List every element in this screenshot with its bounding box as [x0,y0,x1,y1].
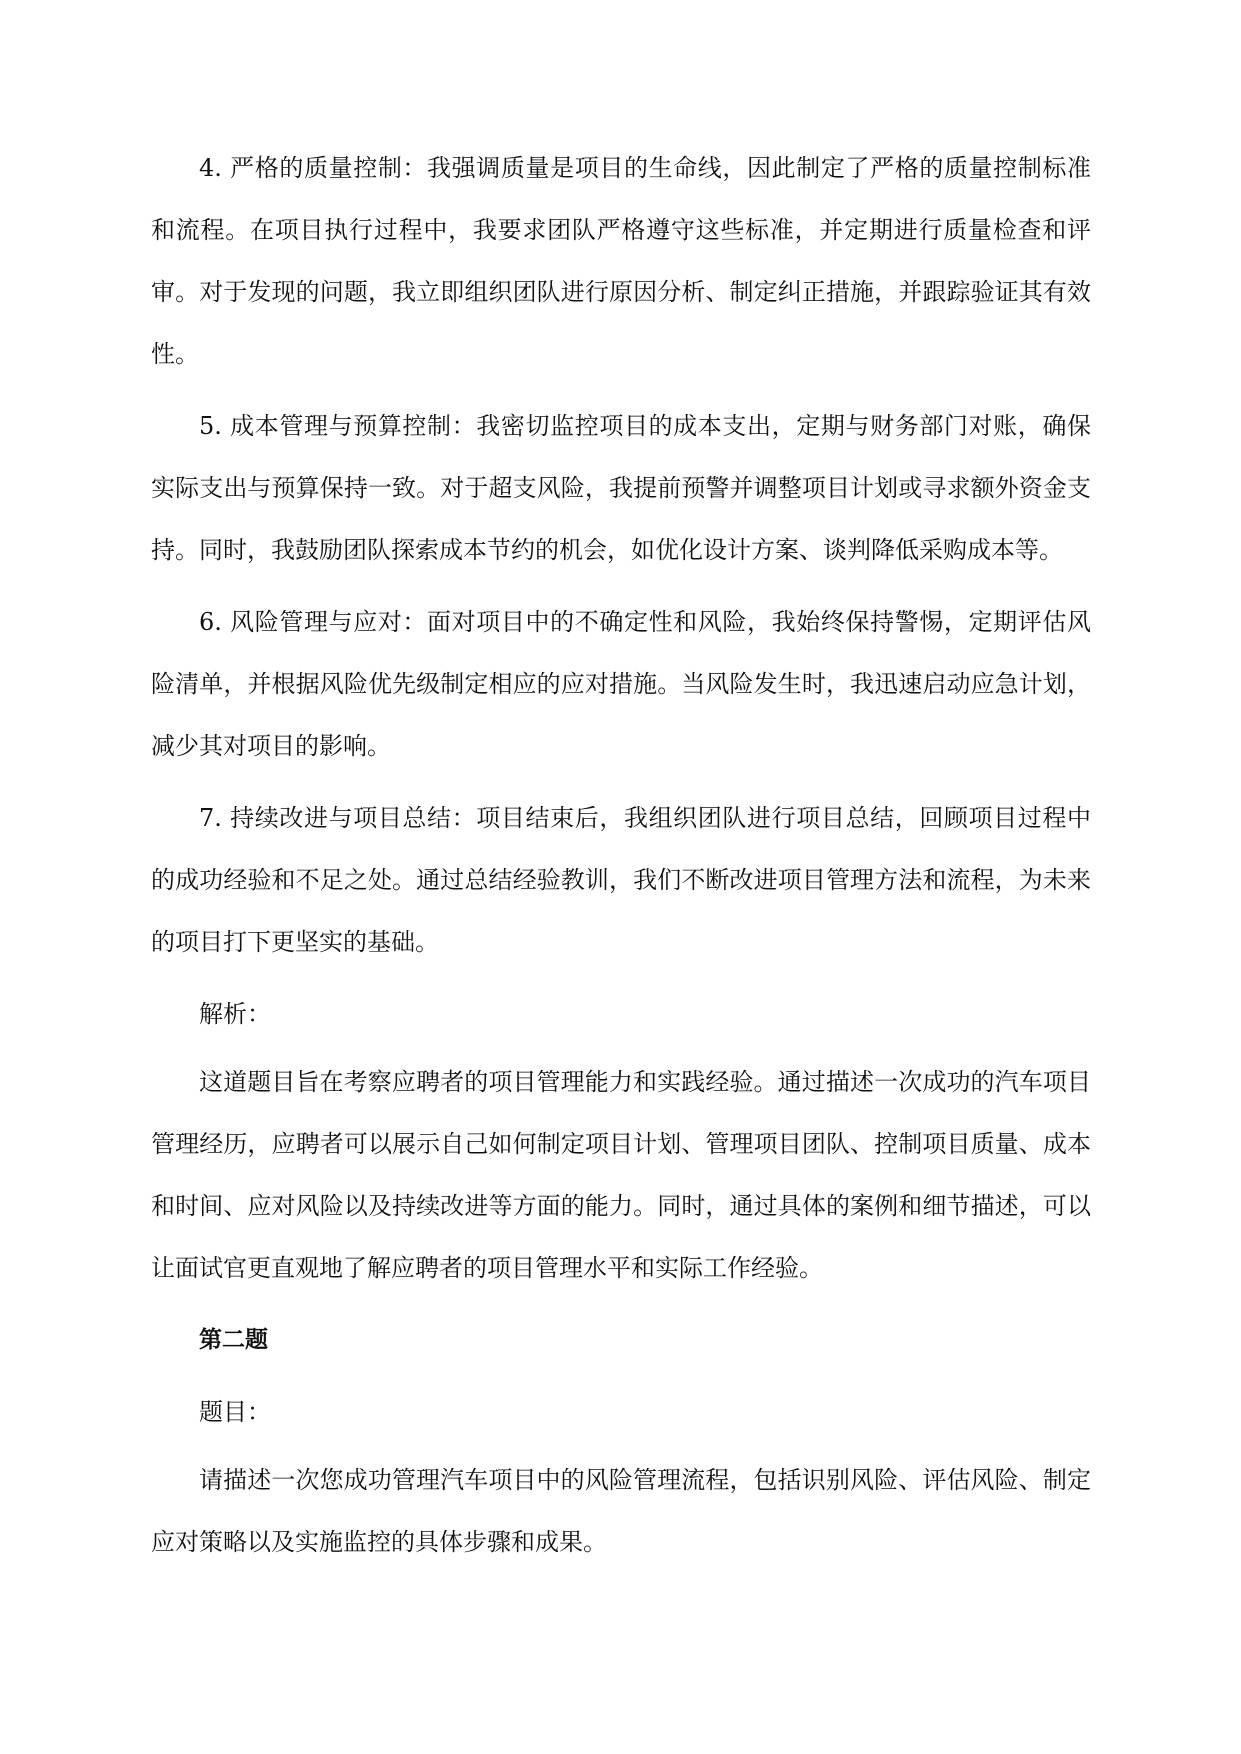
paragraph-continuous-improvement: 7. 持续改进与项目总结：项目结束后，我组织团队进行项目总结，回顾项目过程中的成功经验和不足之处。通过总结经验教训，我们不断改进项目管理方法和流程，为未来的项目打下更坚实的基础。 [151,804,1091,956]
analysis-label: 解析： [199,1000,271,1028]
paragraph-quality-control: 4. 严格的质量控制：我强调质量是项目的生命线，因此制定了严格的质量控制标准和流程。在项目执行过程中，我要求团队严格遵守这些标准，并定期进行质量检查和评审。对于发现的问题，我立即组织团队进行原因分析、制定纠正措施，并跟踪验证其有效性。 [151,154,1091,368]
section-title: 第二题 [199,1327,268,1353]
question-text: 请描述一次您成功管理汽车项目中的风险管理流程，包括识别风险、评估风险、制定应对策略以及实施监控的具体步骤和成果。 [151,1466,1091,1556]
document-body [151,137,1091,1583]
paragraph-risk-management: 6. 风险管理与应对：面对项目中的不确定性和风险，我始终保持警惕，定期评估风险清单，并根据风险优先级制定相应的应对措施。当风险发生时，我迅速启动应急计划，减少其对项目的影响。 [151,608,1091,760]
analysis-text: 这道题目旨在考察应聘者的项目管理能力和实践经验。通过描述一次成功的汽车项目管理经历，应聘者可以展示自己如何制定项目计划、管理项目团队、控制项目质量、成本和时间、应对风险以及持续改进等方面的能力。同时，通过具体的案例和细节描述，可以让面试官更直观地了解应聘者的项目管理水平和实际工作经验。 [151,1068,1091,1282]
paragraph-cost-management: 5. 成本管理与预算控制：我密切监控项目的成本支出，定期与财务部门对账，确保实际支出与预算保持一致。对于超支风险，我提前预警并调整项目计划或寻求额外资金支持。同时，我鼓励团队探索成本节约的机会，如优化设计方案、谈判降低采购成本等。 [151,412,1091,564]
question-label: 题目： [199,1398,271,1426]
